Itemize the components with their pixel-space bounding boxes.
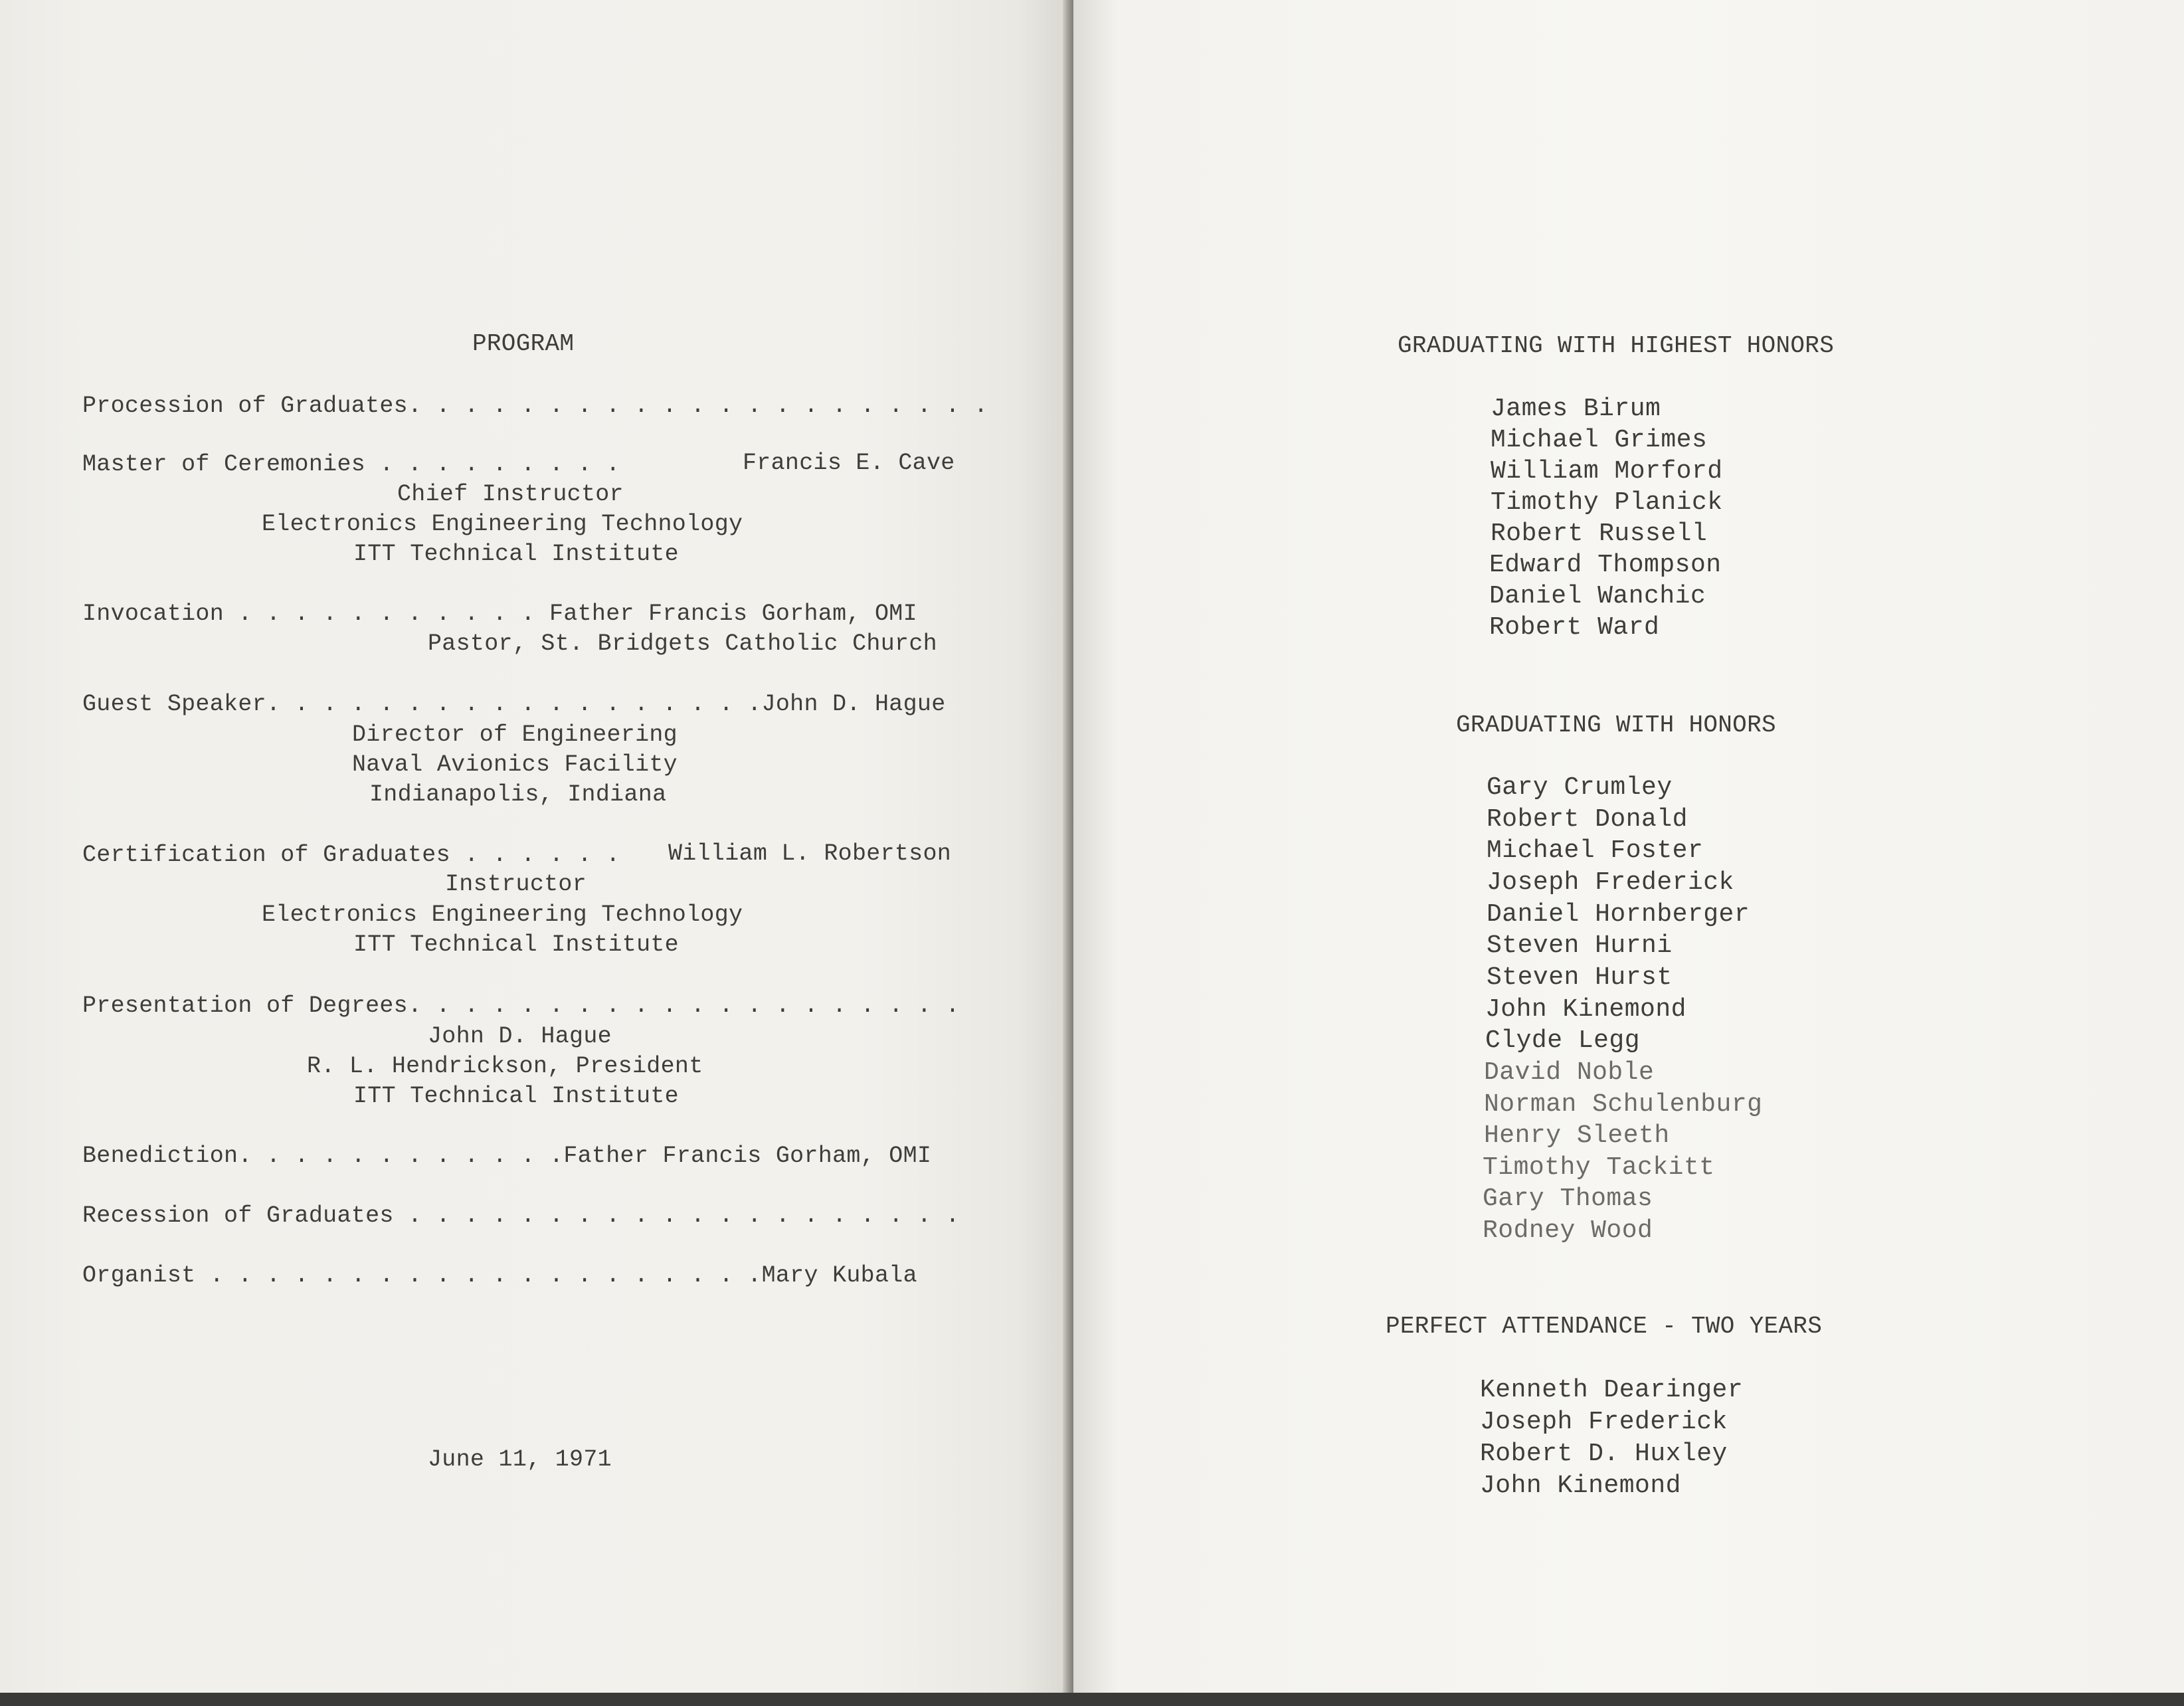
program-item-organist: Organist . . . . . . . . . . . . . . . . . . . .Mary Kubala [82, 1262, 917, 1289]
list-item: Timothy Planick [1491, 488, 1723, 517]
list-item: Michael Grimes [1491, 426, 1708, 454]
list-item: Edward Thompson [1489, 551, 1722, 579]
program-detail: John D. Hague [428, 1023, 612, 1050]
list-item: Robert Donald [1487, 805, 1688, 834]
program-item-benediction: Benediction. . . . . . . . . . . .Father Francis Gorham, OMI [82, 1143, 932, 1169]
list-item: Rodney Wood [1483, 1216, 1653, 1245]
program-detail: Director of Engineering [352, 721, 678, 748]
program-detail: Indianapolis, Indiana [369, 781, 667, 808]
list-item: Steven Hurni [1487, 931, 1673, 960]
program-detail: Pastor, St. Bridgets Catholic Church [428, 630, 937, 657]
list-item: William Morford [1491, 457, 1723, 486]
list-item: Henry Sleeth [1484, 1121, 1670, 1150]
program-item-certification-name: William L. Robertson [668, 840, 952, 867]
program-detail: ITT Technical Institute [353, 541, 679, 567]
list-item: David Noble [1484, 1058, 1655, 1087]
program-item-invocation: Invocation . . . . . . . . . . . Father Francis Gorham, OMI [82, 601, 917, 627]
list-item: Robert D. Huxley [1480, 1440, 1728, 1468]
program-title: PROGRAM [472, 330, 575, 357]
program-detail: Instructor [445, 871, 587, 898]
program-detail: ITT Technical Institute [353, 1083, 679, 1109]
program-date: June 11, 1971 [428, 1446, 612, 1473]
list-item: Gary Crumley [1487, 773, 1673, 802]
left-page [0, 0, 1072, 1693]
list-item: Kenneth Dearinger [1480, 1376, 1744, 1404]
program-detail: Chief Instructor [397, 481, 624, 508]
right-page [1073, 0, 2184, 1694]
list-item: John Kinemond [1485, 995, 1686, 1024]
program-detail: R. L. Hendrickson, President [307, 1053, 703, 1080]
program-item-presentation: Presentation of Degrees. . . . . . . . . . . . . . . . . . . . [82, 993, 960, 1019]
list-item: Daniel Hornberger [1487, 900, 1750, 929]
honors-heading: GRADUATING WITH HONORS [1456, 711, 1776, 739]
list-item: James Birum [1491, 395, 1661, 423]
program-detail: Naval Avionics Facility [352, 751, 678, 778]
list-item: John Kinemond [1480, 1471, 1681, 1500]
list-item: Michael Foster [1487, 836, 1704, 865]
list-item: Robert Russell [1491, 520, 1708, 548]
program-detail: ITT Technical Institute [353, 931, 679, 958]
program-detail: Electronics Engineering Technology [262, 901, 743, 928]
list-item: Joseph Frederick [1480, 1408, 1728, 1436]
program-item-master-of-ceremonies-name: Francis E. Cave [743, 450, 955, 476]
program-item-master-of-ceremonies: Master of Ceremonies . . . . . . . . . [82, 451, 620, 478]
list-item: Norman Schulenburg [1484, 1090, 1763, 1119]
list-item: Robert Ward [1489, 613, 1660, 642]
highest-honors-heading: GRADUATING WITH HIGHEST HONORS [1398, 332, 1835, 359]
list-item: Timothy Tackitt [1483, 1153, 1715, 1182]
list-item: Steven Hurst [1487, 963, 1673, 992]
program-item-certification: Certification of Graduates . . . . . . [82, 842, 620, 868]
program-item-procession: Procession of Graduates. . . . . . . . . . . . . . . . . . . . . [82, 393, 988, 419]
list-item: Clyde Legg [1485, 1026, 1641, 1055]
program-item-guest-speaker: Guest Speaker. . . . . . . . . . . . . . . . . .John D. Hague [82, 691, 946, 717]
list-item: Daniel Wanchic [1489, 582, 1706, 611]
program-detail: Electronics Engineering Technology [262, 511, 743, 537]
program-item-recession: Recession of Graduates . . . . . . . . . . . . . . . . . . . . [82, 1202, 960, 1229]
list-item: Gary Thomas [1483, 1185, 1653, 1213]
scan-bottom-edge [0, 1693, 2184, 1706]
attendance-heading: PERFECT ATTENDANCE - TWO YEARS [1386, 1313, 1823, 1340]
list-item: Joseph Frederick [1487, 868, 1734, 897]
